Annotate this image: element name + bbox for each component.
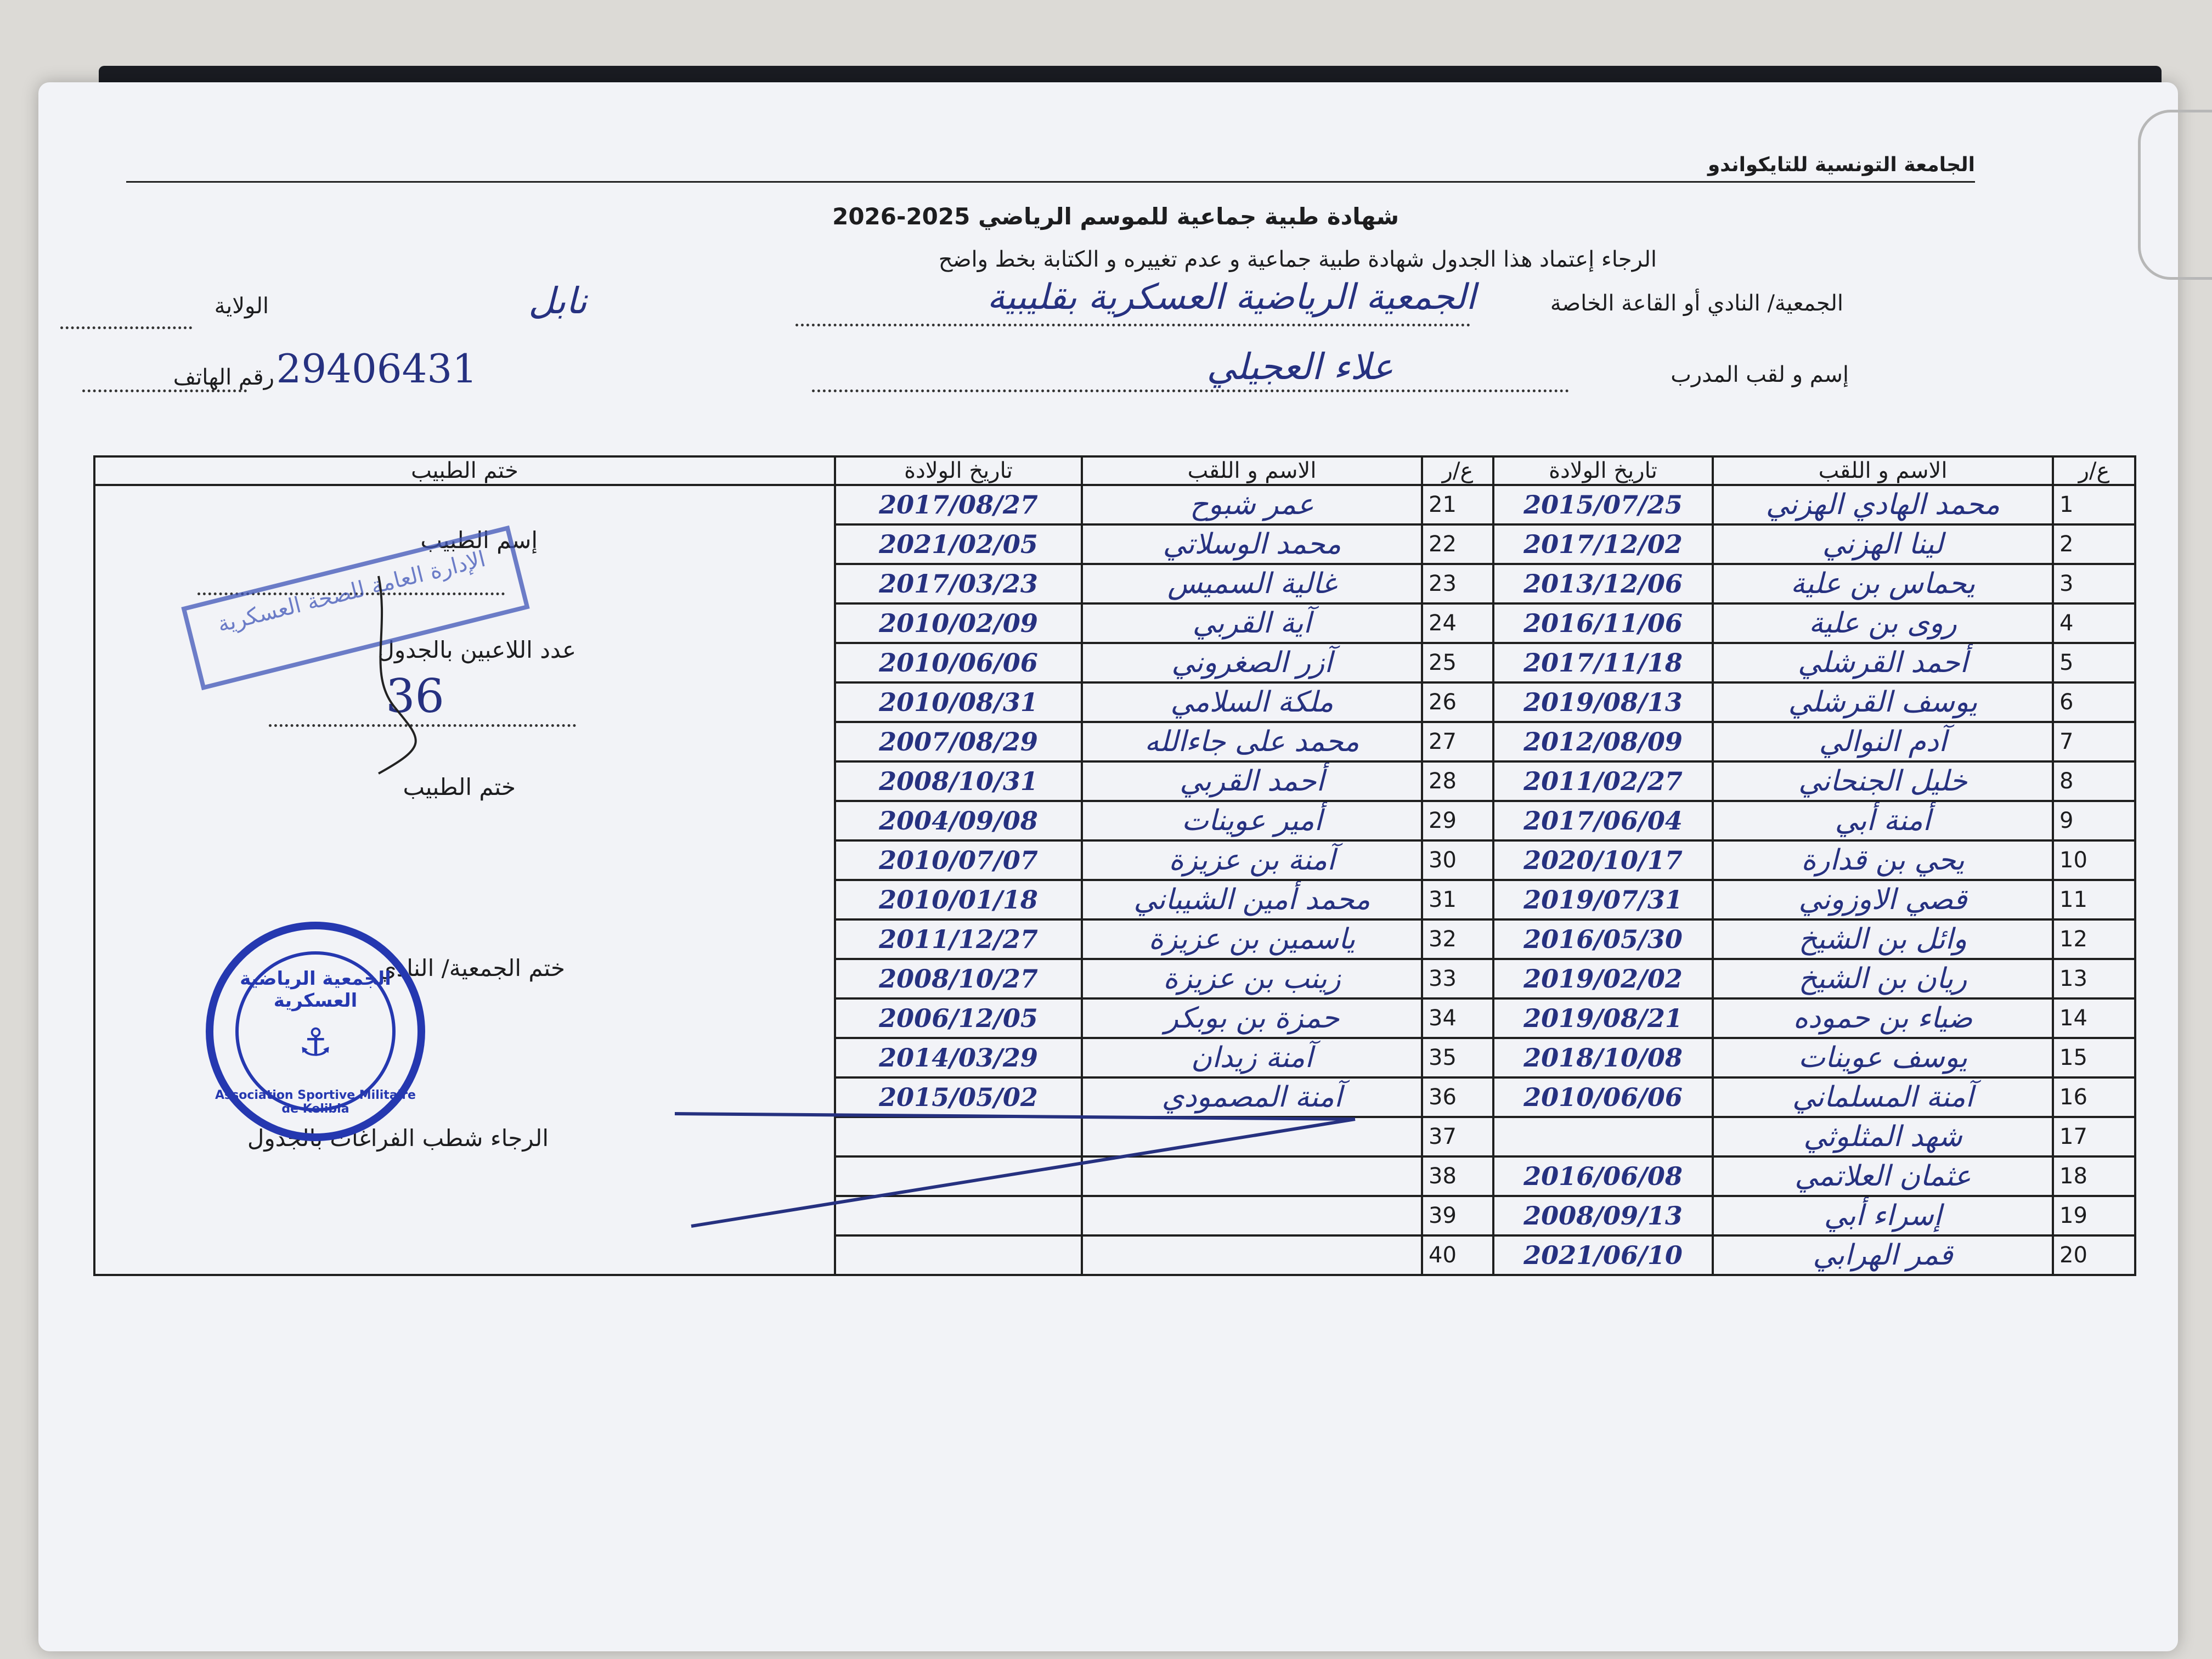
player-dob: 2015/05/02: [835, 1077, 1082, 1117]
row-number: 32: [1422, 919, 1493, 959]
row-number: 19: [2053, 1196, 2135, 1235]
instruction-text: الرجاء إعتماد هذا الجدول شهادة طبية جماعية و عدم تغييره و الكتابة بخط واضح: [938, 247, 1657, 272]
row-number: 30: [1422, 840, 1493, 880]
player-name: محمد على جاءالله: [1082, 722, 1422, 761]
player-name: حمزة بن بوبكر: [1082, 998, 1422, 1038]
player-dob: 2016/06/08: [1493, 1156, 1713, 1196]
row-number: 8: [2053, 761, 2135, 801]
row-number: 31: [1422, 880, 1493, 919]
player-name: إسراء أبي: [1713, 1196, 2053, 1235]
phone-label: رقم الهاتف: [173, 365, 274, 390]
player-name: آمنة زيدان: [1082, 1038, 1422, 1077]
state-line: [60, 326, 192, 329]
row-number: 3: [2053, 564, 2135, 603]
row-number: 35: [1422, 1038, 1493, 1077]
row-number: 23: [1422, 564, 1493, 603]
player-dob: 2017/03/23: [835, 564, 1082, 603]
player-name: شهد المثلوثي: [1713, 1117, 2053, 1156]
row-number: 27: [1422, 722, 1493, 761]
player-dob: 2008/09/13: [1493, 1196, 1713, 1235]
row-number: 7: [2053, 722, 2135, 761]
coach-label: إسم و لقب المدرب: [1671, 362, 1849, 387]
col-header-no-2: ع/ر: [1422, 456, 1493, 485]
row-number: 38: [1422, 1156, 1493, 1196]
player-name: يوسف عوينات: [1713, 1038, 2053, 1077]
player-dob: 2017/12/02: [1493, 524, 1713, 564]
row-number: 1: [2053, 485, 2135, 524]
col-header-name: الاسم و اللقب: [1713, 456, 2053, 485]
player-dob: [1493, 1117, 1713, 1156]
row-number: 26: [1422, 682, 1493, 722]
player-dob: 2010/07/07: [835, 840, 1082, 880]
player-name: عثمان العلاتمي: [1713, 1156, 2053, 1196]
row-number: 14: [2053, 998, 2135, 1038]
anchor-icon: ⚓: [298, 1020, 333, 1065]
table-row: [94, 485, 2135, 524]
row-number: 24: [1422, 603, 1493, 643]
phone-value: 29406431: [276, 346, 477, 392]
row-number: 16: [2053, 1077, 2135, 1117]
row-number: 5: [2053, 643, 2135, 682]
player-dob: 2020/10/17: [1493, 840, 1713, 880]
row-number: 36: [1422, 1077, 1493, 1117]
doctor-signature: [346, 565, 444, 785]
row-number: 9: [2053, 801, 2135, 840]
row-number: 37: [1422, 1117, 1493, 1156]
player-dob: 2006/12/05: [835, 998, 1082, 1038]
player-name: [1082, 1235, 1422, 1275]
player-name: لينا الهزني: [1713, 524, 2053, 564]
player-name: قصي الاوزوني: [1713, 880, 2053, 919]
row-number: 15: [2053, 1038, 2135, 1077]
row-number: 18: [2053, 1156, 2135, 1196]
player-dob: 2004/09/08: [835, 801, 1082, 840]
player-name: آية القربي: [1082, 603, 1422, 643]
row-number: 34: [1422, 998, 1493, 1038]
player-name: محمد الوسلاتي: [1082, 524, 1422, 564]
player-dob: 2008/10/31: [835, 761, 1082, 801]
binder-clip: [2138, 110, 2212, 280]
doctor-name-label: إسم الطبيب: [420, 527, 538, 554]
coach-value: علاء العجيلي: [1206, 346, 1393, 388]
coach-line: [812, 390, 1569, 392]
player-dob: 2011/02/27: [1493, 761, 1713, 801]
player-name: زينب بن عزيزة: [1082, 959, 1422, 998]
player-dob: 2007/08/29: [835, 722, 1082, 761]
player-name: يحماس بن علية: [1713, 564, 2053, 603]
row-number: 20: [2053, 1235, 2135, 1275]
row-number: 29: [1422, 801, 1493, 840]
player-name: أمير عوينات: [1082, 801, 1422, 840]
player-dob: 2013/12/06: [1493, 564, 1713, 603]
header-rule: [126, 181, 1975, 183]
club-value: الجمعية الرياضية العسكرية بقليبية: [987, 277, 1476, 318]
player-dob: 2019/02/02: [1493, 959, 1713, 998]
player-name: عمر شبوح: [1082, 485, 1422, 524]
row-number: 11: [2053, 880, 2135, 919]
row-number: 10: [2053, 840, 2135, 880]
player-dob: 2021/02/05: [835, 524, 1082, 564]
player-name: آزر الصغروني: [1082, 643, 1422, 682]
player-dob: 2010/06/06: [835, 643, 1082, 682]
player-name: قمر الهرابي: [1713, 1235, 2053, 1275]
row-number: 40: [1422, 1235, 1493, 1275]
player-dob: 2016/11/06: [1493, 603, 1713, 643]
player-name: آمنة المسلماني: [1713, 1077, 2053, 1117]
row-number: 4: [2053, 603, 2135, 643]
row-number: 17: [2053, 1117, 2135, 1156]
player-name: آمنة المصمودي: [1082, 1077, 1422, 1117]
player-name: أحمد القربي: [1082, 761, 1422, 801]
row-number: 12: [2053, 919, 2135, 959]
round-stamp-ar-text: الجمعية الرياضية العسكرية: [240, 968, 391, 1012]
player-name: أمنة أبي: [1713, 801, 2053, 840]
player-dob: 2016/05/30: [1493, 919, 1713, 959]
player-name: روى بن علية: [1713, 603, 2053, 643]
player-name: غالية السميس: [1082, 564, 1422, 603]
player-dob: 2019/08/13: [1493, 682, 1713, 722]
player-name: ضياء بن حموده: [1713, 998, 2053, 1038]
player-name: ياسمين بن عزيزة: [1082, 919, 1422, 959]
document-title: شهادة طبية جماعية للموسم الرياضي 2025-2026: [832, 203, 1399, 230]
row-number: 21: [1422, 485, 1493, 524]
player-name: يوسف القرشلي: [1713, 682, 2053, 722]
player-count-value: 36: [386, 669, 444, 723]
cross-out-strokes: [642, 1103, 1410, 1240]
player-dob: 2011/12/27: [835, 919, 1082, 959]
player-dob: 2010/06/06: [1493, 1077, 1713, 1117]
player-dob: 2008/10/27: [835, 959, 1082, 998]
player-dob: 2018/10/08: [1493, 1038, 1713, 1077]
row-number: 25: [1422, 643, 1493, 682]
row-number: 2: [2053, 524, 2135, 564]
row-number: 22: [1422, 524, 1493, 564]
player-dob: 2010/02/09: [835, 603, 1082, 643]
doctor-stamp-label: ختم الطبيب: [403, 774, 516, 800]
col-header-dob: تاريخ الولادة: [1493, 456, 1713, 485]
player-dob: 2017/06/04: [1493, 801, 1713, 840]
round-stamp-fr-text: Association Sportive Militaire de Kelibia: [215, 1088, 416, 1116]
player-dob: 2017/11/18: [1493, 643, 1713, 682]
player-dob: 2010/08/31: [835, 682, 1082, 722]
federation-name: الجامعة التونسية للتايكواندو: [1707, 154, 1975, 176]
player-dob: 2021/06/10: [1493, 1235, 1713, 1275]
club-stamp-label: ختم الجمعية/ النادي: [378, 955, 565, 981]
table-header-row: [94, 456, 2135, 485]
player-name: محمد الهادي الهزني: [1713, 485, 2053, 524]
player-dob: 2017/08/27: [835, 485, 1082, 524]
player-name: ملكة السلامي: [1082, 682, 1422, 722]
cross-out-note: الرجاء شطب الفراغات بالجدول: [247, 1125, 549, 1152]
row-number: 33: [1422, 959, 1493, 998]
player-dob: 2010/01/18: [835, 880, 1082, 919]
medical-certificate-sheet: [38, 82, 2178, 1651]
player-name: آمنة بن عزيزة: [1082, 840, 1422, 880]
player-dob: 2014/03/29: [835, 1038, 1082, 1077]
club-line: [795, 324, 1470, 326]
player-dob: 2015/07/25: [1493, 485, 1713, 524]
rect-stamp-text: الإدارة العامة للصحة العسكرية: [215, 546, 488, 637]
row-number: 13: [2053, 959, 2135, 998]
player-name: ريان بن الشيخ: [1713, 959, 2053, 998]
player-name: يحي بن قدارة: [1713, 840, 2053, 880]
player-dob: 2012/08/09: [1493, 722, 1713, 761]
row-number: 39: [1422, 1196, 1493, 1235]
col-header-dob-2: تاريخ الولادة: [835, 456, 1082, 485]
player-dob: 2019/08/21: [1493, 998, 1713, 1038]
phone-line: [82, 390, 247, 392]
state-value: نابل: [528, 280, 587, 322]
player-name: خليل الجنحاني: [1713, 761, 2053, 801]
player-name: آدم النوالي: [1713, 722, 2053, 761]
col-header-name-2: الاسم و اللقب: [1082, 456, 1422, 485]
row-number: 28: [1422, 761, 1493, 801]
col-header-doctor-stamp: ختم الطبيب: [94, 456, 835, 485]
player-dob: [835, 1235, 1082, 1275]
player-name: وائل بن الشيخ: [1713, 919, 2053, 959]
player-name: أحمد القرشلي: [1713, 643, 2053, 682]
col-header-no: ع/ر: [2053, 456, 2135, 485]
player-count-label: عدد اللاعبين بالجدول: [377, 636, 576, 663]
club-label: الجمعية/ النادي أو القاعة الخاصة: [1550, 291, 1843, 316]
club-round-stamp: [206, 922, 425, 1141]
row-number: 6: [2053, 682, 2135, 722]
player-name: محمد أمين الشيباني: [1082, 880, 1422, 919]
player-dob: 2019/07/31: [1493, 880, 1713, 919]
state-label: الولاية: [214, 294, 269, 319]
